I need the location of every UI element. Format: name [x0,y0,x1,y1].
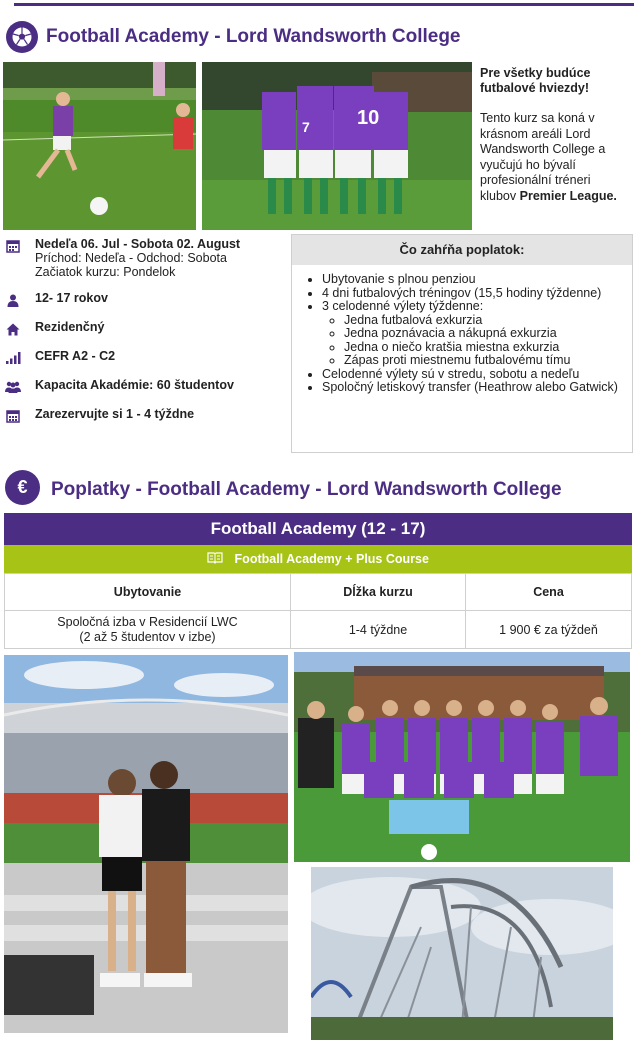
football-icon [6,21,38,53]
level-text: CEFR A2 - C2 [35,349,116,363]
age-text: 12- 17 rokov [35,291,108,305]
home-icon [5,321,21,337]
sublist-item: ◦ Jedna o niečo kratšia miestna exkurzia [344,341,632,355]
photo-stadium-students [4,655,288,1033]
euro-icon [5,470,40,505]
calendar-icon [5,238,21,254]
residential-text: Rezidenčný [35,320,105,334]
book-icon [207,546,223,574]
table-row [5,611,632,649]
booking-text: Zarezervujte si 1 - 4 týždne [35,407,195,421]
includes-box [291,234,633,453]
photo-team-huddle [202,62,472,230]
capacity-text: Kapacita Akadémie: 60 študentov [35,378,234,392]
fees-subtitle: Football Academy + Plus Course [234,552,429,566]
photo-rollercoaster [311,867,613,1040]
intro-text-body: Tento kurz sa koná v krásnom areáli Lord Wandsworth College a vyučujú ho bývalí profesionální tréneri klubov [480,111,606,203]
info-level [5,349,285,366]
accommodation-line1: Spoločná izba v Residencií LWC [57,614,238,629]
svg-text:7: 7 [302,119,310,135]
list-item [322,300,632,368]
includes-title: Čo zahŕňa poplatok: [292,235,632,265]
cell-duration: 1-4 týždne [291,611,466,649]
sublist-item: ◦ Zápas proti miestnemu futbalovému tímu [344,354,632,368]
calendar-check-icon [5,408,21,424]
header-price: Cena [466,574,632,611]
fees-table [4,573,632,649]
info-list [5,237,285,424]
info-booking [5,407,285,424]
info-capacity [5,378,285,395]
list-item: • 4 dni futbalových tréningov (15,5 hodiny týždenne) [322,287,632,301]
signal-bars-icon [5,350,21,366]
top-divider [14,3,634,6]
intro-block [480,66,630,204]
info-age [5,291,285,308]
section-title-academy: Football Academy - Lord Wandsworth College [46,26,461,47]
list-item: • Celodenné výlety sú v stredu, sobotu a nedeľu [322,368,632,382]
svg-text:10: 10 [357,107,380,129]
group-icon [5,379,21,395]
section-title-fees: Poplatky - Football Academy - Lord Wandsworth College [51,479,562,500]
includes-list [292,273,632,395]
list-item-text: 3 celodenné výlety týždenne: [322,299,484,313]
list-item: • Ubytovanie s plnou penziou [322,273,632,287]
photo-player-dribbling [3,62,196,230]
includes-sublist [322,314,632,368]
euro-glyph: € [17,477,28,497]
fees-subtitle-bar [4,545,632,573]
cell-accommodation [5,611,291,649]
photo-team-group [294,652,630,862]
list-item: • Spoločný letiskový transfer (Heathrow alebo Gatwick) [322,381,632,395]
dates-start: Začiatok kurzu: Pondelok [35,265,176,279]
intro-text [480,111,630,204]
intro-headline: Pre všetky budúce futbalové hviezdy! [480,66,591,95]
info-dates [5,237,285,279]
accommodation-line2: (2 až 5 študentov v izbe) [79,629,216,644]
sublist-item: ◦ Jedna poznávacia a nákupná exkurzia [344,327,632,341]
header-duration: Dĺžka kurzu [291,574,466,611]
intro-text-bold: Premier League. [519,188,617,203]
sublist-item: ◦ Jedna futbalová exkurzia [344,314,632,328]
cell-price: 1 900 € za týždeň [466,611,632,649]
fees-title: Football Academy (12 - 17) [210,519,426,538]
fees-title-bar [4,513,632,545]
person-icon [5,292,21,308]
info-residential [5,320,285,337]
dates-bold: Nedeľa 06. Jul - Sobota 02. August [35,237,241,251]
dates-arrival: Príchod: Nedeľa - Odchod: Sobota [35,251,227,265]
header-accommodation: Ubytovanie [5,574,291,611]
table-header-row [5,574,632,611]
